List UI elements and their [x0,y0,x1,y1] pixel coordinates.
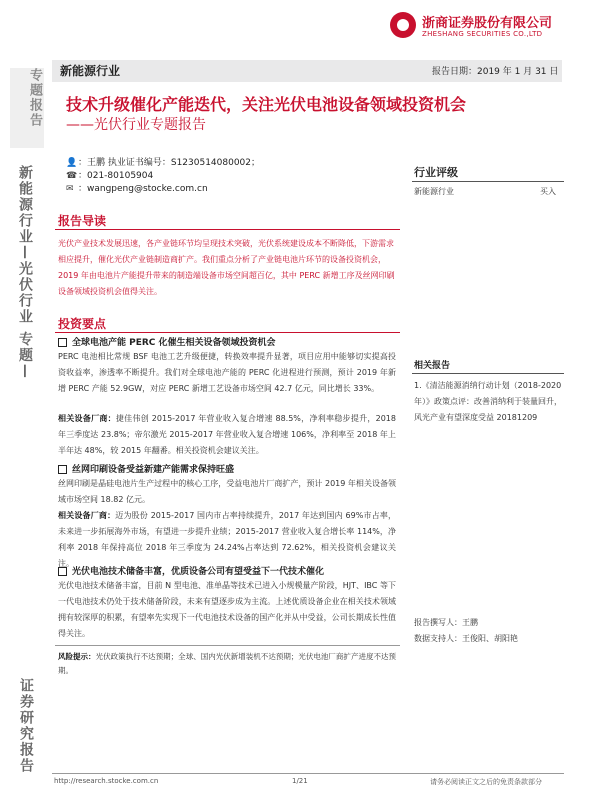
guide-heading: 报告导读 [58,214,107,228]
footer-url[interactable]: http://research.stocke.com.cn [54,777,159,785]
rating-divider [412,181,564,182]
company-logo-icon [390,12,416,38]
rating-heading: 行业评级 [414,166,458,179]
guide-text: 光伏产业技术发展迅速，各产业链环节均呈现技术突破，光伏系统建设成本不断降低，下游需求相应提升，催化光伏产业链制造商扩产。我们重点分析了产业链电池片环节的设备投资机会，2019 年由电池片产能提升带来的制造端设备市场空间超百亿，其中 PERC 新增工序及丝网印刷设备领域投资机会值得关注。 [58,239,395,296]
footer-divider [52,773,564,774]
guide-divider [55,229,400,230]
side-label-industry: 新能源行业—光伏行业 专题— [17,165,33,380]
point-1-body: PERC 电池相比常规 BSF 电池工艺升级便捷，转换效率提升显著，项目应用中能够切实提高投资收益率，渗透率不断提升。我们对全球电池产能的 PERC 化进程进行预测，预计 2019 年新增 PERC 产能 52.9GW，对应 PERC 新增工艺设备市场空间 42.7 亿元，同比增长 33%。 [58,352,396,393]
point-1-makers: 相关设备厂商：捷佳伟创 2015-2017 年营业收入复合增速 88.5%，净利率稳步提升，2018 年三季度达 23.8%；帝尔激光 2015-2017 年营业收入复合增速 106%，净利率至 2018 年上半年达 48%，较 2015 年翻番。相关投资机会建议关注。 [58,414,396,455]
analyst-phone-line: ☎：021-80105904 [66,171,154,181]
page-number: 1/21 [292,777,308,785]
side-label-report-type: 专题报告 [10,68,44,148]
point-3-title: 光伏电池技术储备丰富，优质设备公司有望受益下一代技术催化 [58,564,324,577]
related-heading: 相关报告 [414,361,451,371]
checkbox-square-icon [58,338,67,347]
report-date: 报告日期：2019 年 1 月 31 日 [432,67,559,77]
email-icon: ✉ [66,184,74,194]
point-2-body: 丝网印刷是晶硅电池片生产过程中的核心工序，受益电池片厂商扩产，预计 2019 年相关设备领域市场空间 18.82 亿元。 [58,479,396,504]
page-title: 技术升级催化产能迭代，关注光伏电池设备领域投资机会 [66,95,467,114]
related-divider [412,373,564,374]
point-3-body: 光伏电池技术储备丰富，目前 N 型电池、准单晶等技术已进入小规模量产阶段，HJT、IBC 等下一代电池技术仍处于技术储备阶段，未来有望逐步成为主流。上述优质设备企业在相关技术领域拥有较深厚的积累，有望率先实现下一代电池技术设备的国产化并从中受益，公司长期成长性值得关注。 [58,581,396,638]
risk-divider [55,645,400,646]
analyst-name-line: 👤：王鹏 执业证书编号：S1230514080002； [66,158,261,168]
rating-row: 新能源行业 买入 [414,187,556,196]
person-icon: 👤 [66,158,78,168]
company-name-en: ZHESHANG SECURITIES CO.,LTD [422,30,543,38]
company-name: 浙商证券股份有限公司 [422,16,553,31]
data-support: 数据支持人：王俊阳、胡阳艳 [414,634,518,643]
point-2-makers: 相关设备厂商：迈为股份 2015-2017 国内市占率持续提升，2017 年达到国内 69%市占率，未来进一步拓展海外市场，有望进一步提升业绩；2015-2017 营业收入复合增长率 114%，净利率 2018 年保持高位 2018 年三季度为 24.24%占率达到 72.62%，相关投资机会建议关注。 [58,511,397,568]
footer-disclaimer: 请务必阅读正文之后的免责条款部分 [430,778,542,786]
points-heading: 投资要点 [58,317,107,331]
industry-tag: 新能源行业 [60,64,121,78]
point-2-title: 丝网印刷设备受益新建产能需求保持旺盛 [58,462,234,475]
checkbox-square-icon [58,465,67,474]
risk-note: 风险提示：光伏政策执行不达预期；全球、国内光伏新增装机不达预期；光伏电池厂商扩产进度不达预期。 [58,652,397,675]
related-report-item[interactable]: 1.《清洁能源消纳行动计划（2018-2020 年）》政策点评：改善消纳利于装量回升，风光产业有望深度受益 20181209 [414,381,562,422]
report-author: 报告撰写人：王鹏 [414,618,478,627]
phone-icon: ☎ [66,171,78,181]
analyst-email-line[interactable]: ✉ ：wangpeng@stocke.com.cn [66,184,208,194]
rating-value: 买入 [540,187,556,196]
page-subtitle: ——光伏行业专题报告 [66,117,206,133]
point-1-title: 全球电池产能 PERC 化催生相关设备领域投资机会 [58,335,276,348]
checkbox-square-icon [58,567,67,576]
points-divider [55,332,400,333]
side-label-research: 证券研究报告 [18,678,34,774]
